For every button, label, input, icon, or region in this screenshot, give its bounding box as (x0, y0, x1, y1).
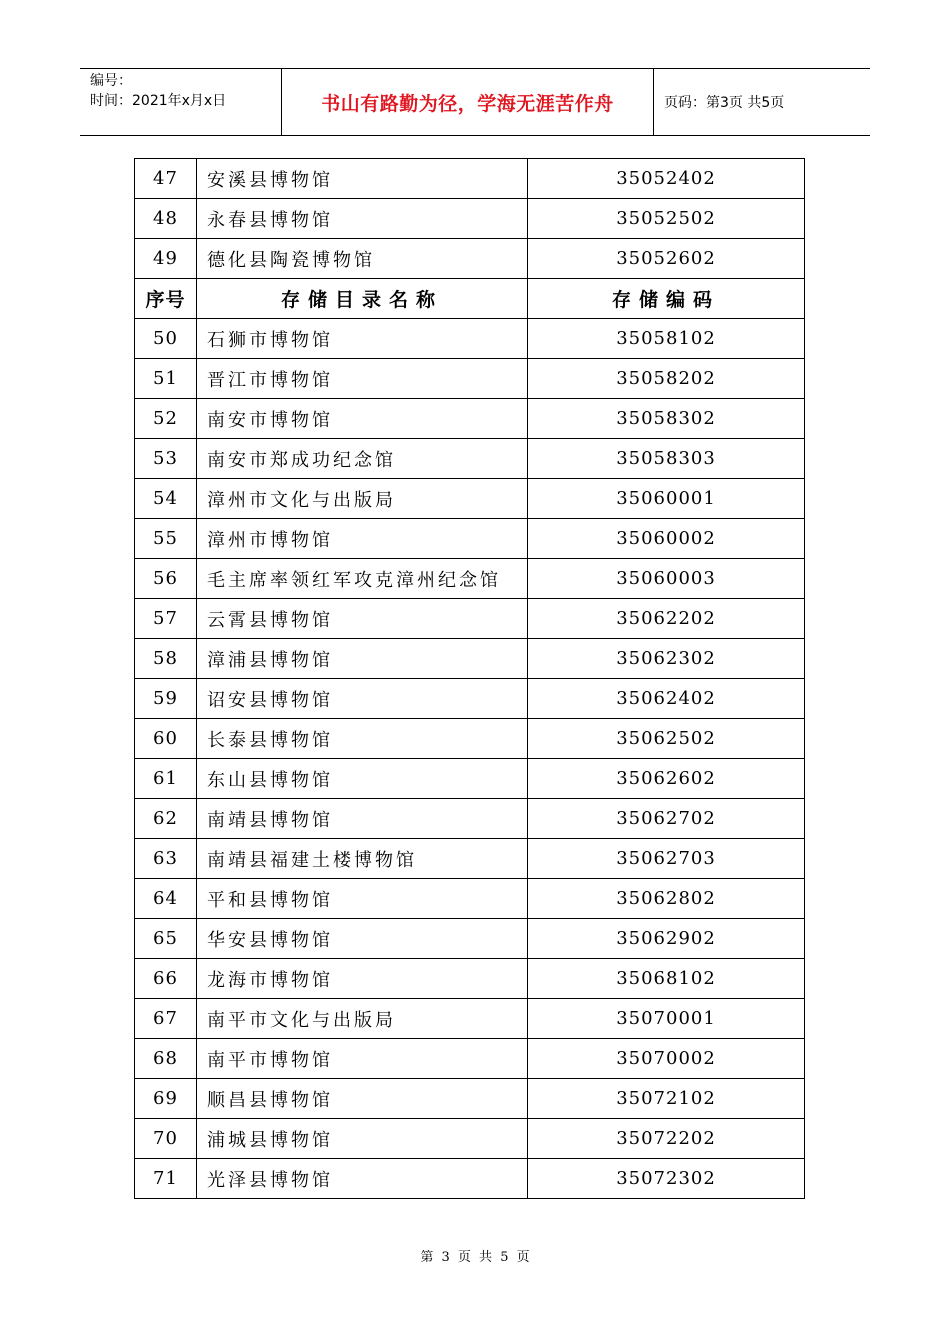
row-number: 48 (135, 199, 197, 239)
document-number-label: 编号： (90, 73, 132, 89)
row-number: 66 (135, 959, 197, 999)
catalog-name: 东山县博物馆 (197, 759, 528, 799)
storage-code: 35062702 (528, 799, 805, 839)
table-body-after (135, 319, 805, 1199)
row-number: 63 (135, 839, 197, 879)
table-row (135, 559, 805, 599)
table-row (135, 159, 805, 199)
catalog-name: 南靖县博物馆 (197, 799, 528, 839)
storage-code: 35062502 (528, 719, 805, 759)
column-header-name: 存储目录名称 (197, 279, 528, 319)
table-row (135, 439, 805, 479)
table-row (135, 919, 805, 959)
page-footer: 第 3 页 共 5 页 (420, 1250, 530, 1265)
row-number: 64 (135, 879, 197, 919)
catalog-name: 漳州市文化与出版局 (197, 479, 528, 519)
row-number: 49 (135, 239, 197, 279)
row-number: 71 (135, 1159, 197, 1199)
catalog-name: 顺昌县博物馆 (197, 1079, 528, 1119)
catalog-name: 石狮市博物馆 (197, 319, 528, 359)
storage-code: 35062703 (528, 839, 805, 879)
row-number: 69 (135, 1079, 197, 1119)
table-header-row (135, 279, 805, 319)
row-number: 47 (135, 159, 197, 199)
storage-code: 35060002 (528, 519, 805, 559)
catalog-name: 平和县博物馆 (197, 879, 528, 919)
storage-code: 35072202 (528, 1119, 805, 1159)
storage-code: 35058303 (528, 439, 805, 479)
catalog-name: 南平市博物馆 (197, 1039, 528, 1079)
catalog-name: 长泰县博物馆 (197, 719, 528, 759)
storage-code: 35062802 (528, 879, 805, 919)
catalog-name: 晋江市博物馆 (197, 359, 528, 399)
storage-code: 35072102 (528, 1079, 805, 1119)
storage-code: 35072302 (528, 1159, 805, 1199)
table-row (135, 879, 805, 919)
row-number: 61 (135, 759, 197, 799)
table-row (135, 799, 805, 839)
column-header-code: 存储编码 (528, 279, 805, 319)
row-number: 59 (135, 679, 197, 719)
catalog-name: 华安县博物馆 (197, 919, 528, 959)
catalog-name: 安溪县博物馆 (197, 159, 528, 199)
table-row (135, 239, 805, 279)
column-header-num: 序号 (135, 279, 197, 319)
catalog-name: 南安市郑成功纪念馆 (197, 439, 528, 479)
table-row (135, 1039, 805, 1079)
table-row (135, 199, 805, 239)
table-row (135, 959, 805, 999)
catalog-name: 南靖县福建土楼博物馆 (197, 839, 528, 879)
table-row (135, 1159, 805, 1199)
catalog-name: 光泽县博物馆 (197, 1159, 528, 1199)
row-number: 52 (135, 399, 197, 439)
catalog-name: 南安市博物馆 (197, 399, 528, 439)
table-row (135, 639, 805, 679)
catalog-name: 德化县陶瓷博物馆 (197, 239, 528, 279)
row-number: 65 (135, 919, 197, 959)
storage-code: 35052502 (528, 199, 805, 239)
storage-code: 35070002 (528, 1039, 805, 1079)
row-number: 56 (135, 559, 197, 599)
table-row (135, 479, 805, 519)
storage-code: 35062202 (528, 599, 805, 639)
row-number: 54 (135, 479, 197, 519)
catalog-name: 漳州市博物馆 (197, 519, 528, 559)
storage-code: 35060003 (528, 559, 805, 599)
table-row (135, 679, 805, 719)
storage-code: 35062402 (528, 679, 805, 719)
page-header (80, 68, 870, 136)
row-number: 58 (135, 639, 197, 679)
table-row (135, 759, 805, 799)
row-number: 68 (135, 1039, 197, 1079)
storage-code: 35052602 (528, 239, 805, 279)
row-number: 62 (135, 799, 197, 839)
storage-code: 35068102 (528, 959, 805, 999)
header-motto: 书山有路勤为径，学海无涯苦作舟 (282, 69, 654, 135)
table-row (135, 1119, 805, 1159)
table-row (135, 999, 805, 1039)
catalog-name: 南平市文化与出版局 (197, 999, 528, 1039)
storage-code: 35062602 (528, 759, 805, 799)
document-date-label: 时间：2021年x月x日 (90, 93, 227, 109)
row-number: 67 (135, 999, 197, 1039)
storage-code: 35060001 (528, 479, 805, 519)
table-row (135, 359, 805, 399)
storage-code: 35062302 (528, 639, 805, 679)
catalog-name: 诏安县博物馆 (197, 679, 528, 719)
row-number: 60 (135, 719, 197, 759)
table-body-before (135, 159, 805, 279)
catalog-table (134, 158, 805, 1199)
storage-code: 35062902 (528, 919, 805, 959)
storage-code: 35070001 (528, 999, 805, 1039)
row-number: 55 (135, 519, 197, 559)
catalog-name: 浦城县博物馆 (197, 1119, 528, 1159)
catalog-name: 漳浦县博物馆 (197, 639, 528, 679)
catalog-name: 龙海市博物馆 (197, 959, 528, 999)
table-row (135, 399, 805, 439)
table-row (135, 719, 805, 759)
table-row (135, 519, 805, 559)
table-row (135, 599, 805, 639)
header-meta (80, 69, 282, 135)
row-number: 50 (135, 319, 197, 359)
table-row (135, 839, 805, 879)
row-number: 51 (135, 359, 197, 399)
table-header (135, 279, 805, 319)
row-number: 57 (135, 599, 197, 639)
storage-code: 35058102 (528, 319, 805, 359)
table-row (135, 1079, 805, 1119)
catalog-name: 永春县博物馆 (197, 199, 528, 239)
catalog-name: 毛主席率领红军攻克漳州纪念馆 (197, 559, 528, 599)
storage-code: 35058302 (528, 399, 805, 439)
catalog-name: 云霄县博物馆 (197, 599, 528, 639)
storage-code: 35052402 (528, 159, 805, 199)
row-number: 53 (135, 439, 197, 479)
header-page-label: 页码：第3页 共5页 (664, 95, 785, 111)
row-number: 70 (135, 1119, 197, 1159)
storage-code: 35058202 (528, 359, 805, 399)
table-row (135, 319, 805, 359)
